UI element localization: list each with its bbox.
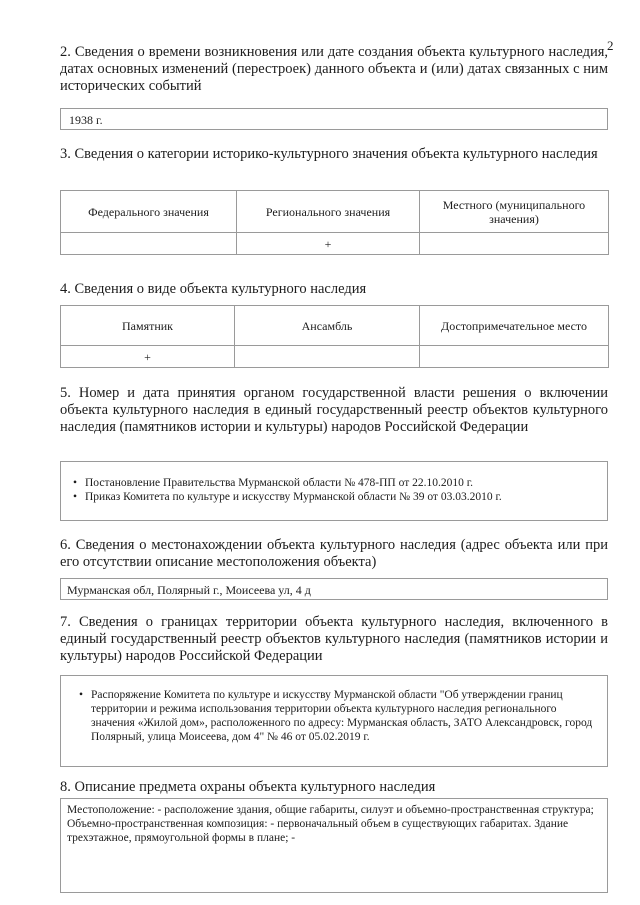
- section-2-value-box: [60, 108, 608, 130]
- table-cell: [235, 346, 420, 368]
- section-5-box: [60, 461, 608, 521]
- section-6-value-box: [60, 578, 608, 600]
- table-cell: +: [61, 346, 235, 368]
- table-cell: [420, 233, 609, 255]
- table-cell: +: [237, 233, 420, 255]
- section-7-heading: 7. Сведения о границах территории объекта культурного наследия, включенного в единый государственный реестр объектов культурного наследия (памятников истории и культуры) народов Российской Федерации: [60, 614, 608, 664]
- section-6-value: Мурманская обл, Полярный г., Моисеева ул, 4 д: [67, 583, 311, 597]
- section-3-table: [60, 190, 609, 255]
- list-item: • Распоряжение Комитета по культуре и искусству Мурманской области "Об утверждении границ территории и режима использования территории объекта культурного наследия регионального значения «Жилой дом», расположенного по адресу: Мурманская область, ЗАТО Александровск, город Полярный, улица Моисеева, дом 4" № 46 от 05.02.2019 г.: [79, 688, 593, 744]
- section-2-heading: 2. Сведения о времени возникновения или дате создания объекта культурного наследия, датах основных изменений (перестроек) данного объекта и (или) датах связанных с ним исторических событий: [60, 44, 608, 94]
- list-item: • Приказ Комитета по культуре и искусству Мурманской области № 39 от 03.03.2010 г.: [73, 490, 597, 504]
- section-5-heading: 5. Номер и дата принятия органом государственной власти решения о включении объекта культурного наследия в единый государственный реестр объектов культурного наследия (памятников истории и культуры) народов Российской Федерации: [60, 385, 608, 435]
- section-2-value: 1938 г.: [69, 113, 103, 127]
- page-number: 2: [607, 38, 614, 53]
- table-header-cell: Федерального значения: [61, 191, 237, 233]
- list-item: • Постановление Правительства Мурманской области № 478-ПП от 22.10.2010 г.: [73, 476, 597, 490]
- section-4-heading: 4. Сведения о виде объекта культурного наследия: [60, 281, 367, 297]
- table-header-cell: Достопримечательное место: [420, 306, 609, 346]
- table-cell: [420, 346, 609, 368]
- table-header-cell: Ансамбль: [235, 306, 420, 346]
- section-7-box: [60, 675, 608, 767]
- section-8-heading: 8. Описание предмета охраны объекта культурного наследия: [60, 779, 436, 795]
- table-cell: [61, 233, 237, 255]
- section-8-value: Местоположение: - расположение здания, общие габариты, силуэт и объемно-пространственная структура; Объемно-пространственная композиция: - первоначальный объем в существующих габаритах. Здание трехэтажное, прямоугольной формы в плане; -: [67, 804, 594, 844]
- section-4-table: [60, 305, 609, 368]
- section-8-box: [60, 798, 608, 893]
- table-header-cell: Регионального значения: [237, 191, 420, 233]
- table-header-cell: Памятник: [61, 306, 235, 346]
- section-3-heading: 3. Сведения о категории историко-культурного значения объекта культурного наследия: [60, 146, 598, 162]
- table-header-cell: Местного (муниципального значения): [420, 191, 609, 233]
- section-6-heading: 6. Сведения о местонахождении объекта культурного наследия (адрес объекта или при его отсутствии описание местоположения объекта): [60, 537, 608, 570]
